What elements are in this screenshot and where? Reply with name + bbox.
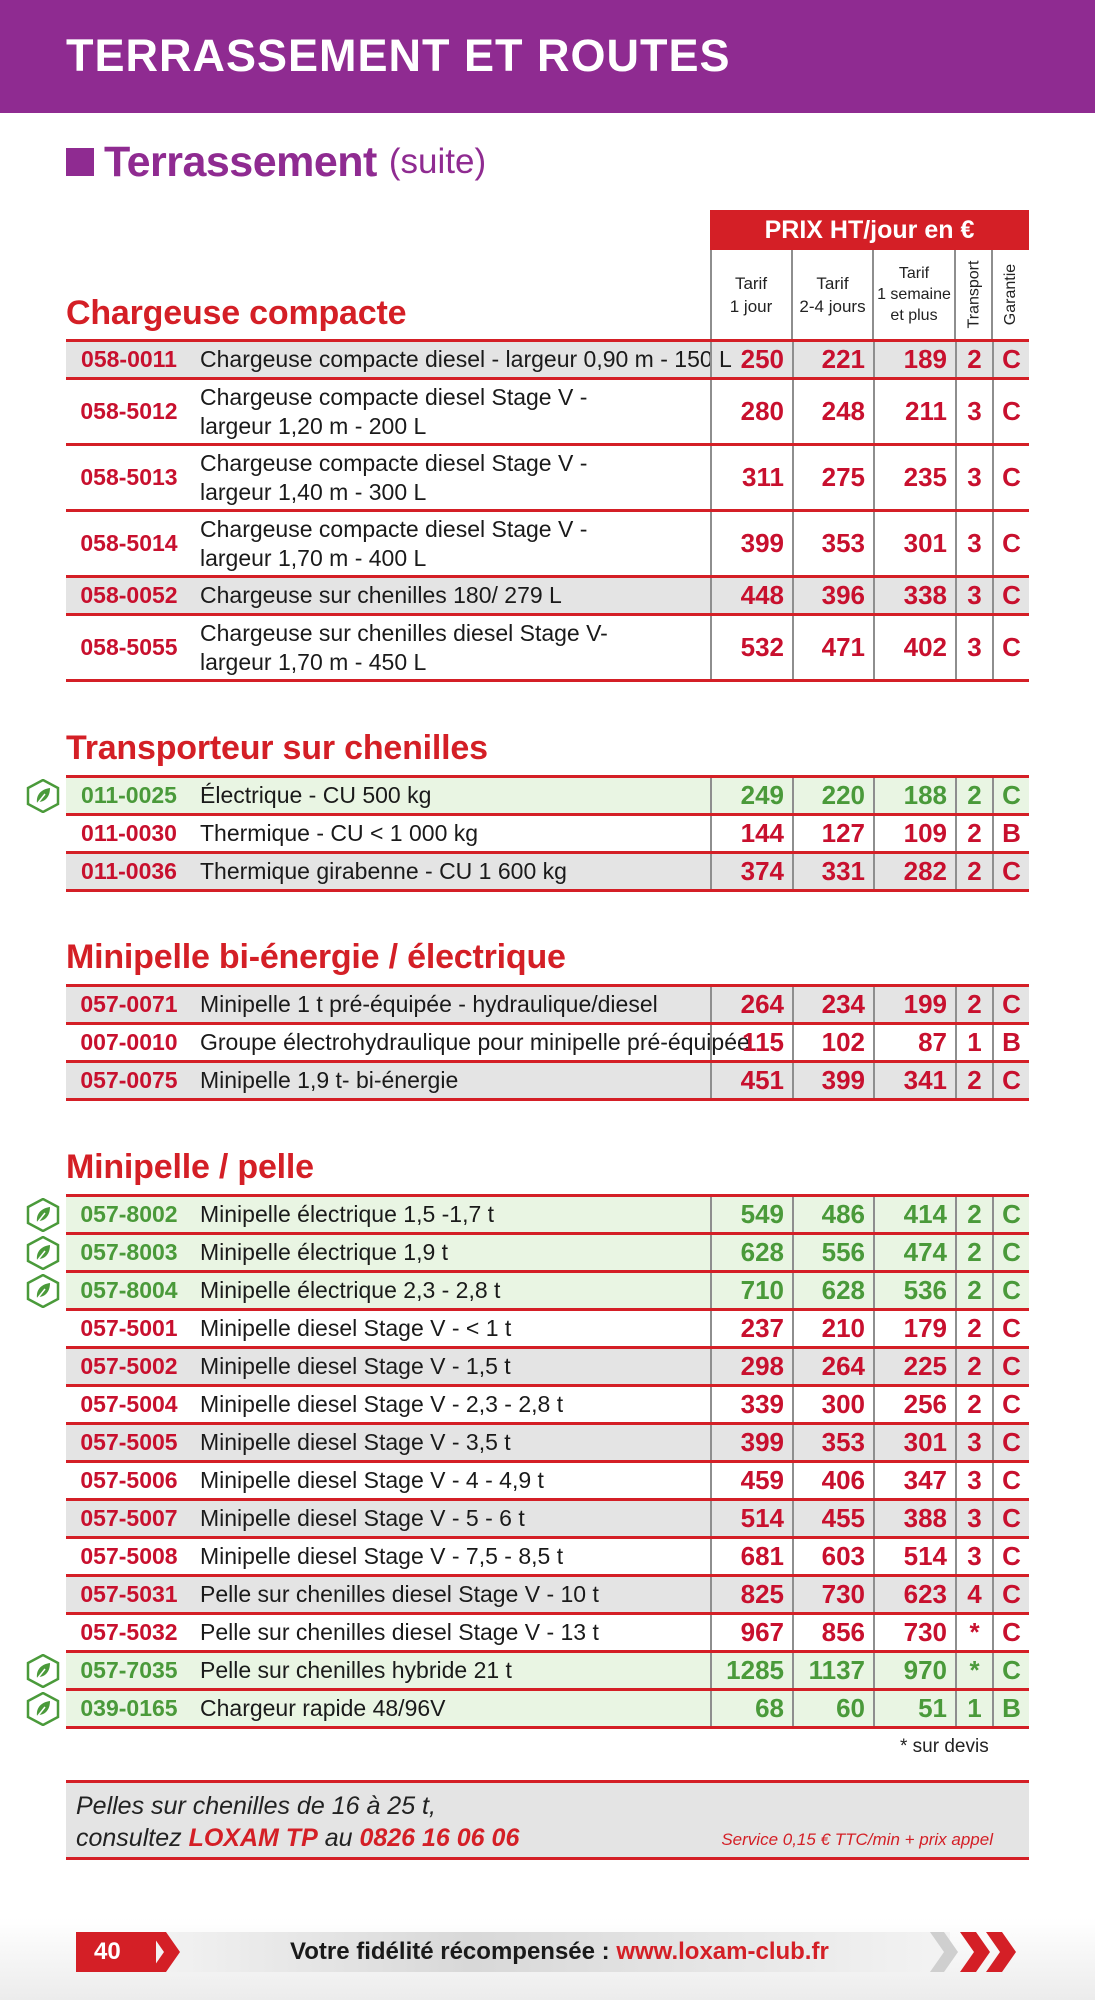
table-row <box>66 854 1029 892</box>
col-header-transport-label: Transport <box>965 260 982 329</box>
price-1-day: 339 <box>710 1387 792 1422</box>
table-row <box>66 512 1029 578</box>
item-description: Pelle sur chenilles diesel Stage V - 10 t <box>200 1581 599 1607</box>
info-line2-mid: au <box>324 1824 353 1852</box>
ref-code: 057-7035 <box>80 1657 178 1683</box>
price-2-4-days: 275 <box>792 446 873 509</box>
footer <box>0 1918 1095 2000</box>
transport-code: 2 <box>955 1063 992 1098</box>
item-description: Chargeur rapide 48/96V <box>200 1695 446 1721</box>
transport-code: 2 <box>955 1235 992 1270</box>
info-line2 <box>76 1824 519 1853</box>
price-2-4-days: 60 <box>792 1691 873 1726</box>
table-row <box>66 778 1029 816</box>
ref-code: 057-5032 <box>80 1619 178 1645</box>
transport-code: 2 <box>955 1349 992 1384</box>
table-row <box>66 1235 1029 1273</box>
price-week: 970 <box>873 1653 955 1688</box>
page-subtitle: (suite) <box>388 142 487 181</box>
price-week: 341 <box>873 1063 955 1098</box>
price-2-4-days: 300 <box>792 1387 873 1422</box>
price-2-4-days: 234 <box>792 987 873 1022</box>
price-2-4-days: 353 <box>792 512 873 575</box>
transport-code: 3 <box>955 380 992 443</box>
transport-code: 4 <box>955 1577 992 1612</box>
transport-code: 3 <box>955 1463 992 1498</box>
guarantee-code: C <box>992 380 1029 443</box>
price-1-day: 144 <box>710 816 792 851</box>
eco-leaf-icon <box>26 1274 60 1308</box>
item-description: Minipelle diesel Stage V - 4 - 4,9 t <box>200 1467 544 1493</box>
price-1-day: 399 <box>710 1425 792 1460</box>
table-row <box>66 1063 1029 1101</box>
price-week: 414 <box>873 1197 955 1232</box>
price-2-4-days: 331 <box>792 854 873 889</box>
ref-code: 007-0010 <box>80 1029 178 1055</box>
guarantee-code: B <box>992 816 1029 851</box>
table-row <box>66 380 1029 446</box>
table-row <box>66 816 1029 854</box>
eco-leaf-icon <box>26 1236 60 1270</box>
price-week: 256 <box>873 1387 955 1422</box>
transport-code: * <box>955 1653 992 1688</box>
transport-code: 1 <box>955 1025 992 1060</box>
guarantee-code: C <box>992 342 1029 377</box>
table-row <box>66 987 1029 1025</box>
guarantee-code: C <box>992 854 1029 889</box>
eco-leaf-icon <box>26 779 60 813</box>
col-divider <box>872 250 874 339</box>
table-row <box>66 1387 1029 1425</box>
table-row <box>66 1311 1029 1349</box>
price-week: 402 <box>873 616 955 679</box>
price-week: 109 <box>873 816 955 851</box>
guarantee-code: C <box>992 1653 1029 1688</box>
price-1-day: 549 <box>710 1197 792 1232</box>
price-week: 347 <box>873 1463 955 1498</box>
item-description: Chargeuse compacte diesel Stage V - largeur 1,20 m - 200 L <box>200 383 588 439</box>
ref-code: 011-0030 <box>81 820 177 846</box>
price-1-day: 298 <box>710 1349 792 1384</box>
table-row <box>66 616 1029 682</box>
item-description: Électrique - CU 500 kg <box>200 782 432 808</box>
footer-tagline <box>290 1938 829 1966</box>
price-2-4-days: 455 <box>792 1501 873 1536</box>
table-row <box>66 1501 1029 1539</box>
transport-code: 2 <box>955 1273 992 1308</box>
price-2-4-days: 1137 <box>792 1653 873 1688</box>
price-week: 235 <box>873 446 955 509</box>
price-group-header: PRIX HT/jour en € <box>710 210 1029 250</box>
price-2-4-days: 471 <box>792 616 873 679</box>
price-week: 388 <box>873 1501 955 1536</box>
info-box <box>66 1780 1029 1860</box>
table-row <box>66 1197 1029 1235</box>
price-1-day: 514 <box>710 1501 792 1536</box>
price-1-day: 710 <box>710 1273 792 1308</box>
price-1-day: 825 <box>710 1577 792 1612</box>
guarantee-code: C <box>992 578 1029 613</box>
item-description: Minipelle électrique 2,3 - 2,8 t <box>200 1277 501 1303</box>
table-row <box>66 1577 1029 1615</box>
ref-code: 058-5012 <box>80 398 178 424</box>
price-2-4-days: 556 <box>792 1235 873 1270</box>
footer-tagline-text: Votre fidélité récompensée : <box>290 1938 610 1965</box>
col-header-tarif-1-jour: Tarif 1 jour <box>729 273 773 316</box>
table-row <box>66 446 1029 512</box>
guarantee-code: C <box>992 987 1029 1022</box>
ref-code: 057-8004 <box>80 1277 178 1303</box>
price-1-day: 681 <box>710 1539 792 1574</box>
ref-code: 057-5002 <box>80 1353 178 1379</box>
table-row <box>66 1273 1029 1311</box>
price-2-4-days: 220 <box>792 778 873 813</box>
item-description: Minipelle électrique 1,9 t <box>200 1239 449 1265</box>
item-description: Minipelle diesel Stage V - 3,5 t <box>200 1429 511 1455</box>
price-1-day: 311 <box>710 446 792 509</box>
price-2-4-days: 603 <box>792 1539 873 1574</box>
guarantee-code: C <box>992 1463 1029 1498</box>
price-week: 211 <box>873 380 955 443</box>
info-line1: Pelles sur chenilles de 16 à 25 t, <box>76 1792 436 1820</box>
ref-code: 011-0036 <box>81 858 177 884</box>
price-week: 51 <box>873 1691 955 1726</box>
table-minipelle-pelle <box>66 1194 1029 1729</box>
price-1-day: 532 <box>710 616 792 679</box>
ref-code: 057-5031 <box>80 1581 178 1607</box>
guarantee-code: C <box>992 1063 1029 1098</box>
ref-code: 058-5014 <box>80 530 178 556</box>
info-brand: LOXAM TP <box>188 1824 318 1852</box>
price-2-4-days: 856 <box>792 1615 873 1650</box>
transport-code: 1 <box>955 1691 992 1726</box>
price-1-day: 264 <box>710 987 792 1022</box>
banner-title: TERRASSEMENT ET ROUTES <box>66 30 731 81</box>
table-row <box>66 1025 1029 1063</box>
guarantee-code: C <box>992 1273 1029 1308</box>
page-heading <box>66 132 486 192</box>
section-title-chargeuse: Chargeuse compacte <box>66 294 407 332</box>
item-description: Minipelle diesel Stage V - < 1 t <box>200 1315 512 1341</box>
price-1-day: 1285 <box>710 1653 792 1688</box>
item-description: Chargeuse compacte diesel Stage V - largeur 1,40 m - 300 L <box>200 449 588 505</box>
table-row <box>66 1615 1029 1653</box>
page-number: 40 <box>76 1932 156 1972</box>
transport-code: 3 <box>955 616 992 679</box>
item-description: Chargeuse compacte diesel Stage V - largeur 1,70 m - 400 L <box>200 515 588 571</box>
col-divider <box>954 250 956 339</box>
guarantee-code: C <box>992 616 1029 679</box>
eco-leaf-icon <box>26 1198 60 1232</box>
item-description: Minipelle 1,9 t- bi-énergie <box>200 1067 459 1093</box>
price-2-4-days: 353 <box>792 1425 873 1460</box>
table-minipelle-bi-energie <box>66 984 1029 1101</box>
price-2-4-days: 221 <box>792 342 873 377</box>
price-1-day: 237 <box>710 1311 792 1346</box>
table-row <box>66 1653 1029 1691</box>
guarantee-code: C <box>992 1501 1029 1536</box>
price-1-day: 249 <box>710 778 792 813</box>
guarantee-code: C <box>992 1197 1029 1232</box>
transport-code: 2 <box>955 854 992 889</box>
transport-code: 2 <box>955 778 992 813</box>
guarantee-code: C <box>992 1311 1029 1346</box>
table-row <box>66 1349 1029 1387</box>
price-1-day: 250 <box>710 342 792 377</box>
price-week: 87 <box>873 1025 955 1060</box>
footnote: * sur devis <box>900 1736 989 1757</box>
transport-code: 3 <box>955 1539 992 1574</box>
item-description: Minipelle diesel Stage V - 2,3 - 2,8 t <box>200 1391 564 1417</box>
item-description: Minipelle diesel Stage V - 5 - 6 t <box>200 1505 525 1531</box>
guarantee-code: B <box>992 1691 1029 1726</box>
ref-code: 057-5001 <box>80 1315 178 1341</box>
table-row <box>66 1425 1029 1463</box>
guarantee-code: C <box>992 1235 1029 1270</box>
guarantee-code: C <box>992 1539 1029 1574</box>
price-week: 623 <box>873 1577 955 1612</box>
price-1-day: 967 <box>710 1615 792 1650</box>
item-description: Pelle sur chenilles diesel Stage V - 13 t <box>200 1619 599 1645</box>
transport-code: 3 <box>955 512 992 575</box>
guarantee-code: C <box>992 778 1029 813</box>
ref-code: 058-5055 <box>80 634 178 660</box>
item-description: Chargeuse sur chenilles diesel Stage V- largeur 1,70 m - 450 L <box>200 619 608 675</box>
guarantee-code: C <box>992 1387 1029 1422</box>
ref-code: 057-5008 <box>80 1543 178 1569</box>
table-row <box>66 578 1029 616</box>
guarantee-code: C <box>992 1615 1029 1650</box>
footer-url[interactable]: www.loxam-club.fr <box>616 1938 829 1965</box>
transport-code: 3 <box>955 1425 992 1460</box>
price-week: 189 <box>873 342 955 377</box>
info-line2-prefix: consultez <box>76 1824 182 1852</box>
item-description: Chargeuse compacte diesel - largeur 0,90 m - 150 L <box>200 346 732 372</box>
price-1-day: 280 <box>710 380 792 443</box>
table-chargeuse <box>66 339 1029 682</box>
price-1-day: 399 <box>710 512 792 575</box>
ref-code: 057-0071 <box>80 991 178 1017</box>
info-phone[interactable]: 0826 16 06 06 <box>359 1824 520 1852</box>
price-week: 199 <box>873 987 955 1022</box>
price-week: 225 <box>873 1349 955 1384</box>
item-description: Pelle sur chenilles hybride 21 t <box>200 1657 512 1683</box>
price-2-4-days: 399 <box>792 1063 873 1098</box>
item-description: Minipelle diesel Stage V - 1,5 t <box>200 1353 511 1379</box>
col-divider <box>991 250 993 339</box>
col-header-tarif-2-4-jours: Tarif 2-4 jours <box>799 273 866 316</box>
col-divider <box>710 250 712 339</box>
transport-code: * <box>955 1615 992 1650</box>
eco-leaf-icon <box>26 1654 60 1688</box>
ref-code: 058-5013 <box>80 464 178 490</box>
transport-code: 3 <box>955 578 992 613</box>
price-1-day: 451 <box>710 1063 792 1098</box>
col-header-garantie <box>992 250 1029 339</box>
price-week: 301 <box>873 1425 955 1460</box>
guarantee-code: C <box>992 446 1029 509</box>
price-week: 179 <box>873 1311 955 1346</box>
transport-code: 2 <box>955 816 992 851</box>
table-row <box>66 1463 1029 1501</box>
item-description: Minipelle électrique 1,5 -1,7 t <box>200 1201 495 1227</box>
ref-code: 058-0011 <box>81 346 177 372</box>
top-banner <box>0 0 1095 113</box>
col-header-tarif-semaine: Tarif 1 semaine et plus <box>877 265 951 324</box>
guarantee-code: B <box>992 1025 1029 1060</box>
price-2-4-days: 210 <box>792 1311 873 1346</box>
item-description: Thermique - CU < 1 000 kg <box>200 820 479 846</box>
price-2-4-days: 730 <box>792 1577 873 1612</box>
guarantee-code: C <box>992 512 1029 575</box>
table-row <box>66 1539 1029 1577</box>
ref-code: 057-8003 <box>80 1239 178 1265</box>
ref-code: 057-0075 <box>80 1067 178 1093</box>
price-2-4-days: 248 <box>792 380 873 443</box>
price-week: 301 <box>873 512 955 575</box>
transport-code: 2 <box>955 1387 992 1422</box>
price-2-4-days: 486 <box>792 1197 873 1232</box>
ref-code: 057-5004 <box>80 1391 178 1417</box>
guarantee-code: C <box>992 1577 1029 1612</box>
transport-code: 3 <box>955 1501 992 1536</box>
table-row <box>66 342 1029 380</box>
price-1-day: 459 <box>710 1463 792 1498</box>
ref-code: 058-0052 <box>80 582 178 608</box>
guarantee-code: C <box>992 1425 1029 1460</box>
ref-code: 057-5006 <box>80 1467 178 1493</box>
page-title: Terrassement <box>104 137 377 186</box>
price-2-4-days: 628 <box>792 1273 873 1308</box>
price-2-4-days: 102 <box>792 1025 873 1060</box>
item-description: Thermique girabenne - CU 1 600 kg <box>200 858 567 884</box>
section-title-minipelle-pelle: Minipelle / pelle <box>66 1148 314 1186</box>
item-description: Chargeuse sur chenilles 180/ 279 L <box>200 582 562 608</box>
price-week: 730 <box>873 1615 955 1650</box>
price-1-day: 628 <box>710 1235 792 1270</box>
price-week: 514 <box>873 1539 955 1574</box>
ref-code: 039-0165 <box>80 1695 178 1721</box>
price-1-day: 115 <box>710 1025 792 1060</box>
table-row <box>66 1691 1029 1729</box>
price-week: 188 <box>873 778 955 813</box>
col-header-transport <box>955 250 992 339</box>
section-title-minipelle-bi-energie: Minipelle bi-énergie / électrique <box>66 938 566 976</box>
col-divider <box>791 250 793 339</box>
ref-code: 057-5007 <box>80 1505 178 1531</box>
transport-code: 2 <box>955 342 992 377</box>
price-week: 282 <box>873 854 955 889</box>
col-header-garantie-label: Garantie <box>1002 263 1019 326</box>
ref-code: 057-8002 <box>80 1201 178 1227</box>
eco-leaf-icon <box>26 1692 60 1726</box>
price-week: 338 <box>873 578 955 613</box>
price-2-4-days: 406 <box>792 1463 873 1498</box>
column-headers <box>710 250 1029 339</box>
price-2-4-days: 127 <box>792 816 873 851</box>
price-2-4-days: 396 <box>792 578 873 613</box>
item-description: Minipelle 1 t pré-équipée - hydraulique/diesel <box>200 991 658 1017</box>
section-title-transporteur: Transporteur sur chenilles <box>66 729 488 767</box>
price-2-4-days: 264 <box>792 1349 873 1384</box>
chevron-right-icon <box>150 1932 190 1972</box>
price-1-day: 374 <box>710 854 792 889</box>
heading-square-icon <box>66 148 94 176</box>
transport-code: 2 <box>955 1311 992 1346</box>
item-description: Minipelle diesel Stage V - 7,5 - 8,5 t <box>200 1543 564 1569</box>
guarantee-code: C <box>992 1349 1029 1384</box>
ref-code: 057-5005 <box>80 1429 178 1455</box>
price-week: 536 <box>873 1273 955 1308</box>
ref-code: 011-0025 <box>81 782 177 808</box>
table-transporteur <box>66 775 1029 892</box>
transport-code: 2 <box>955 987 992 1022</box>
item-description: Groupe électrohydraulique pour minipelle pré-équipée <box>200 1029 750 1055</box>
double-chevron-icon <box>930 1932 1020 1972</box>
price-week: 474 <box>873 1235 955 1270</box>
price-1-day: 448 <box>710 578 792 613</box>
transport-code: 2 <box>955 1197 992 1232</box>
transport-code: 3 <box>955 446 992 509</box>
price-1-day: 68 <box>710 1691 792 1726</box>
info-service-note: Service 0,15 € TTC/min + prix appel <box>721 1830 993 1849</box>
